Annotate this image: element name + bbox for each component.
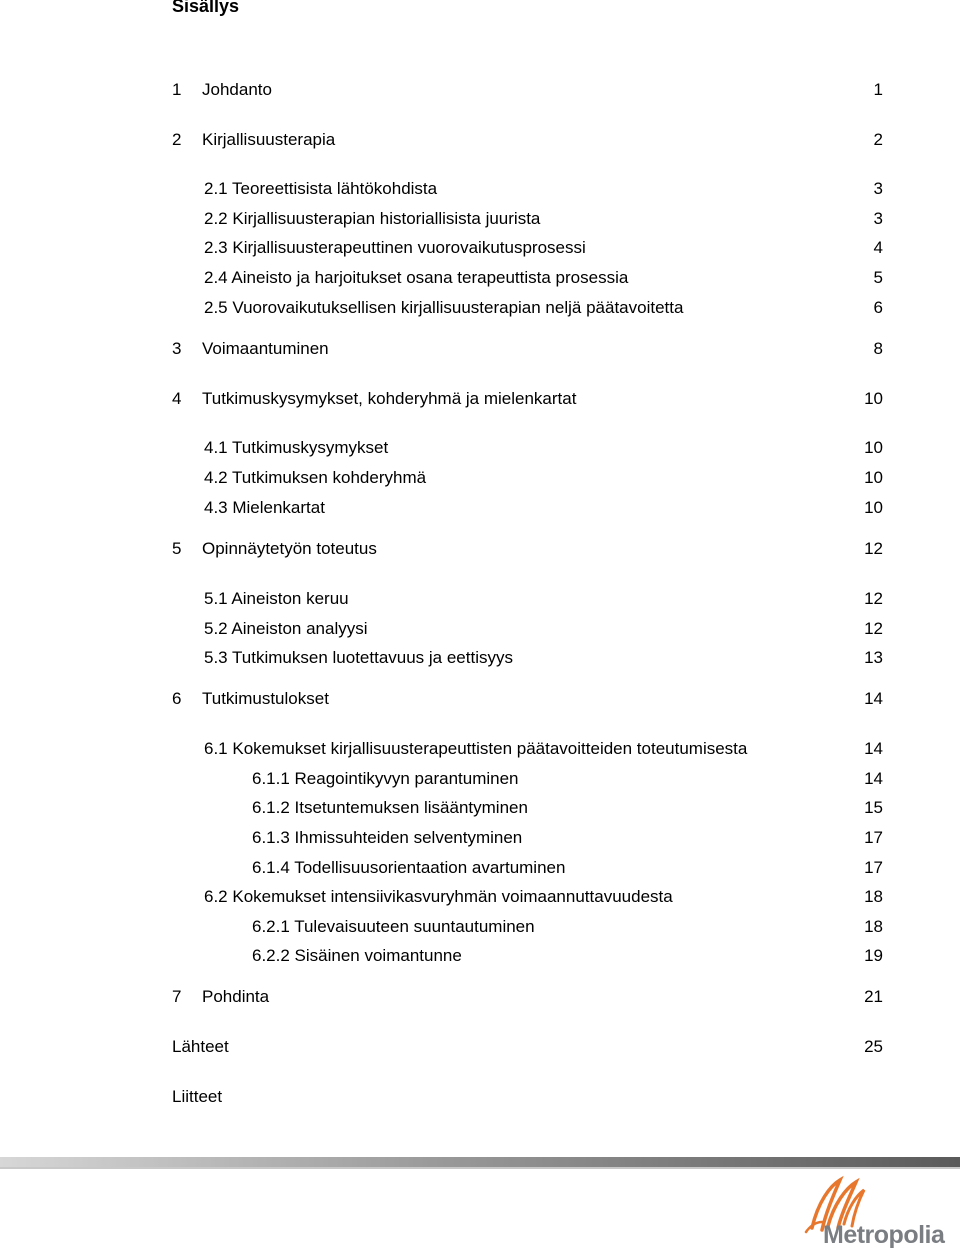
toc-page-number: 14 bbox=[864, 769, 883, 788]
toc-entry-label: 6.1.3 Ihmissuhteiden selventyminen bbox=[252, 828, 523, 847]
toc-entry-label: 5.2 Aineiston analyysi bbox=[204, 619, 368, 638]
toc-page-number: 12 bbox=[864, 589, 883, 608]
toc-entry[interactable] bbox=[0, 617, 960, 641]
toc-entry[interactable] bbox=[0, 915, 960, 939]
toc-entry[interactable] bbox=[0, 236, 960, 260]
toc-chapter-number: 6 bbox=[172, 689, 182, 708]
toc-page-number: 17 bbox=[864, 828, 883, 847]
toc-entry-label: 6.1 Kokemukset kirjallisuusterapeuttisten päätavoitteiden toteutumisesta bbox=[204, 739, 748, 758]
toc-entry[interactable] bbox=[0, 466, 960, 490]
toc-entry-label: 5.1 Aineiston keruu bbox=[204, 589, 349, 608]
toc-entry-label: Opinnäytetyön toteutus bbox=[202, 539, 377, 558]
toc-page-number: 18 bbox=[864, 917, 883, 936]
toc-entry-label: Kirjallisuusterapia bbox=[202, 130, 336, 149]
logo-wordmark: Metropolia bbox=[823, 1221, 945, 1249]
toc-page-number: 10 bbox=[864, 438, 883, 457]
toc-entry[interactable] bbox=[0, 737, 960, 761]
toc-entry-label: 2.2 Kirjallisuusterapian historiallisista juurista bbox=[204, 209, 541, 228]
toc-entry-label: 4.1 Tutkimuskysymykset bbox=[204, 438, 389, 457]
toc-entry-label: 4.2 Tutkimuksen kohderyhmä bbox=[204, 468, 427, 487]
toc-page-number: 21 bbox=[864, 987, 883, 1006]
toc-page-number: 19 bbox=[864, 946, 883, 965]
toc-page-number: 8 bbox=[873, 339, 883, 358]
toc-page-number: 15 bbox=[864, 798, 883, 817]
toc-chapter-number: 2 bbox=[172, 130, 182, 149]
toc-entry[interactable] bbox=[0, 496, 960, 520]
toc-entry[interactable] bbox=[0, 1035, 960, 1059]
toc-entry[interactable] bbox=[0, 587, 960, 611]
toc-page-number: 14 bbox=[864, 689, 883, 708]
toc-page-number: 3 bbox=[873, 209, 883, 228]
toc-chapter-number: 1 bbox=[172, 80, 182, 99]
toc-entry-label: 2.3 Kirjallisuusterapeuttinen vuorovaikutusprosessi bbox=[204, 238, 586, 257]
toc-page-number: 18 bbox=[864, 887, 883, 906]
toc-entry[interactable] bbox=[0, 266, 960, 290]
toc-page-number: 2 bbox=[873, 130, 883, 149]
toc-entry[interactable] bbox=[0, 944, 960, 968]
toc-page-number: 13 bbox=[864, 648, 883, 667]
toc-entry-label: Tutkimuskysymykset, kohderyhmä ja mielenkartat bbox=[202, 389, 577, 408]
toc-page-number: 1 bbox=[873, 80, 883, 99]
toc-entry[interactable] bbox=[0, 985, 960, 1009]
toc-entry-label: Johdanto bbox=[202, 80, 272, 99]
toc-entry[interactable] bbox=[0, 687, 960, 711]
toc-entry[interactable] bbox=[0, 796, 960, 820]
toc-page-number: 3 bbox=[873, 179, 883, 198]
toc-page-number: 12 bbox=[864, 539, 883, 558]
toc-entry[interactable] bbox=[0, 646, 960, 670]
toc-entry-label: 6.2.2 Sisäinen voimantunne bbox=[252, 946, 462, 965]
toc-entry-label: Tutkimustulokset bbox=[202, 689, 329, 708]
toc-page-number: 6 bbox=[873, 298, 883, 317]
toc-entry[interactable] bbox=[0, 296, 960, 320]
toc-entry[interactable] bbox=[0, 856, 960, 880]
toc-entry-label: 5.3 Tutkimuksen luotettavuus ja eettisyys bbox=[204, 648, 513, 667]
toc-entry[interactable] bbox=[0, 885, 960, 909]
toc-entry-label: Liitteet bbox=[172, 1087, 223, 1106]
toc-entry[interactable] bbox=[0, 1085, 960, 1109]
toc-entry-label: Lähteet bbox=[172, 1037, 229, 1056]
toc-entry-label: Voimaantuminen bbox=[202, 339, 329, 358]
toc-entry[interactable] bbox=[0, 387, 960, 411]
toc-page-number: 10 bbox=[864, 498, 883, 517]
toc-page-number: 10 bbox=[864, 468, 883, 487]
toc-page-number: 25 bbox=[864, 1037, 883, 1056]
toc-chapter-number: 5 bbox=[172, 539, 182, 558]
toc-page-number: 5 bbox=[873, 268, 883, 287]
footer-divider-shadow bbox=[0, 1167, 960, 1169]
toc-entry-label: Pohdinta bbox=[202, 987, 270, 1006]
toc-entry[interactable] bbox=[0, 826, 960, 850]
toc-entry[interactable] bbox=[0, 177, 960, 201]
toc-entry[interactable] bbox=[0, 337, 960, 361]
toc-entry-label: 4.3 Mielenkartat bbox=[204, 498, 325, 517]
toc-page-number: 14 bbox=[864, 739, 883, 758]
toc-entry-label: 2.4 Aineisto ja harjoitukset osana terapeuttista prosessia bbox=[204, 268, 629, 287]
toc-entry[interactable] bbox=[0, 207, 960, 231]
toc-entry-label: 6.1.2 Itsetuntemuksen lisääntyminen bbox=[252, 798, 528, 817]
toc-page-number: 4 bbox=[873, 238, 883, 257]
toc-page-number: 10 bbox=[864, 389, 883, 408]
toc-entry[interactable] bbox=[0, 537, 960, 561]
toc-entry-label: 6.1.4 Todellisuusorientaation avartuminen bbox=[252, 858, 566, 877]
toc-entry[interactable] bbox=[0, 767, 960, 791]
toc-page-number: 12 bbox=[864, 619, 883, 638]
toc-entry-label: 2.1 Teoreettisista lähtökohdista bbox=[204, 179, 438, 198]
footer-divider bbox=[0, 1157, 960, 1167]
toc-entry-label: 6.2 Kokemukset intensiivikasvuryhmän voimaannuttavuudesta bbox=[204, 887, 673, 906]
toc-entry-label: 6.2.1 Tulevaisuuteen suuntautuminen bbox=[252, 917, 535, 936]
toc-entry-label: 6.1.1 Reagointikyvyn parantuminen bbox=[252, 769, 519, 788]
toc-page-number: 17 bbox=[864, 858, 883, 877]
toc-chapter-number: 7 bbox=[172, 987, 182, 1006]
toc-entry[interactable] bbox=[0, 128, 960, 152]
toc-entry-label: 2.5 Vuorovaikutuksellisen kirjallisuusterapian neljä päätavoitetta bbox=[204, 298, 684, 317]
toc-entry[interactable] bbox=[0, 436, 960, 460]
toc-entry[interactable] bbox=[0, 78, 960, 102]
toc-chapter-number: 4 bbox=[172, 389, 182, 408]
toc-chapter-number: 3 bbox=[172, 339, 182, 358]
page-title: Sisällys bbox=[172, 0, 240, 16]
